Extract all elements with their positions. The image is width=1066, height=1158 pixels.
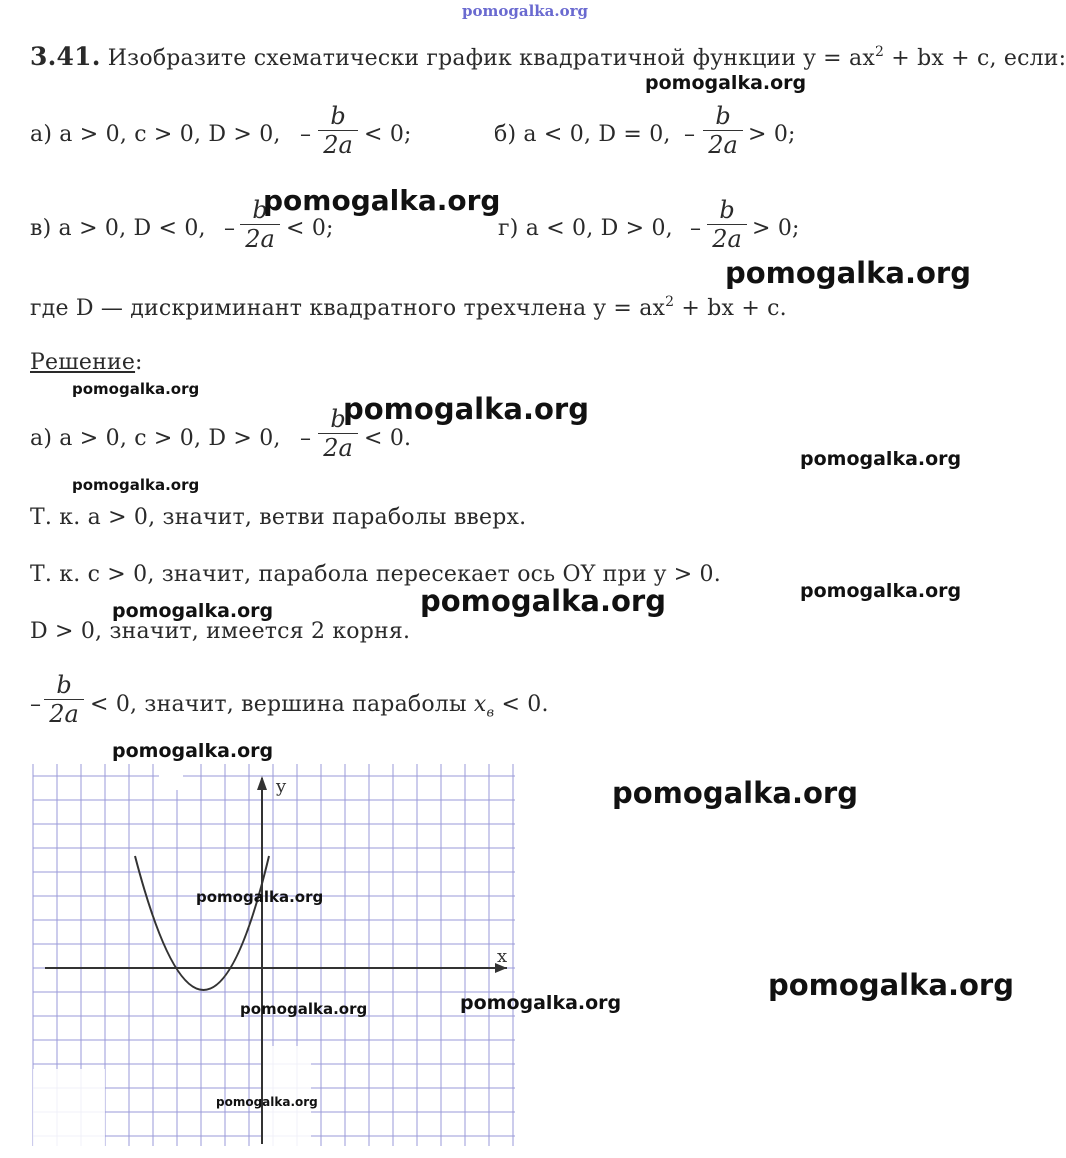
watermark: pomogalka.org (768, 968, 1014, 1002)
line4-var: x (473, 692, 487, 717)
watermark: pomogalka.org (112, 600, 274, 622)
case-v-tail: < 0; (286, 216, 334, 241)
case-a-minus: – (300, 122, 312, 147)
parabola-graph (33, 764, 515, 1146)
solution-case-a-label: а) a > 0, c > 0, D > 0, (30, 426, 281, 451)
watermark-top: pomogalka.org (462, 2, 589, 20)
fraction-numerator: b (715, 102, 731, 130)
watermark: pomogalka.org (263, 184, 501, 217)
statement-post: + bx + c, если: (884, 46, 1066, 71)
case-b-minus: – (684, 122, 696, 147)
solution-line-4-minus: – (30, 692, 42, 717)
fraction-numerator: b (719, 196, 735, 224)
watermark: pomogalka.org (420, 584, 666, 618)
solution-heading-text: Решение (30, 350, 136, 375)
discriminant-sup: 2 (665, 294, 675, 310)
case-b-label: б) a < 0, D = 0, (494, 122, 671, 147)
case-b-fraction (703, 103, 743, 158)
watermark: pomogalka.org (800, 580, 962, 602)
watermark: pomogalka.org (460, 992, 622, 1014)
problem-statement (30, 42, 1066, 71)
fraction-denominator: 2a (49, 700, 79, 728)
line4-post: < 0. (494, 692, 549, 717)
statement-sup: 2 (874, 44, 885, 60)
solution-line-1: Т. к. a > 0, значит, ветви параболы вверх. (30, 505, 527, 530)
statement-pre: Изобразите схематически график квадратичной функции y = ax (107, 46, 875, 71)
fraction-numerator: b (56, 671, 72, 699)
discriminant-pre: где D — дискриминант квадратного трехчлена y = ax (30, 296, 666, 321)
case-v-minus: – (224, 216, 236, 241)
watermark: pomogalka.org (72, 380, 200, 398)
fraction-denominator: 2a (323, 131, 353, 159)
watermark: pomogalka.org (612, 776, 858, 810)
solution-heading (30, 350, 143, 375)
fraction-denominator: 2a (245, 225, 275, 253)
scan-patch (159, 764, 183, 790)
watermark: pomogalka.org (196, 888, 324, 906)
solution-line-2: Т. к. c > 0, значит, парабола пересекает ось OY при y > 0. (30, 562, 721, 587)
case-v-label: в) a > 0, D < 0, (30, 216, 206, 241)
discriminant-note (30, 294, 787, 321)
watermark: pomogalka.org (216, 1095, 318, 1109)
fraction-numerator: b (330, 102, 346, 130)
discriminant-post: + bx + c. (674, 296, 787, 321)
line4-pre: < 0, значит, вершина параболы (90, 692, 474, 717)
case-a-label: а) a > 0, c > 0, D > 0, (30, 122, 281, 147)
line4-sub: в (486, 705, 495, 721)
problem-number: 3.41. (30, 42, 101, 71)
case-g-fraction (707, 197, 747, 252)
fraction-denominator: 2a (712, 225, 742, 253)
case-a-tail: < 0; (364, 122, 412, 147)
fraction-numerator: b (252, 196, 268, 224)
watermark: pomogalka.org (72, 476, 200, 494)
watermark: pomogalka.org (725, 256, 971, 290)
case-a-fraction (318, 103, 358, 158)
watermark: pomogalka.org (343, 392, 589, 426)
case-g-minus: – (690, 216, 702, 241)
watermark: pomogalka.org (645, 72, 807, 94)
watermark: pomogalka.org (240, 1000, 368, 1018)
solution-case-a-tail: < 0. (364, 426, 412, 451)
watermark: pomogalka.org (800, 448, 962, 470)
case-b-tail: > 0; (748, 122, 796, 147)
scan-patch (33, 1069, 105, 1146)
solution-heading-colon: : (135, 350, 143, 375)
y-axis-label: y (276, 776, 287, 797)
solution-line-4-fraction (44, 672, 84, 727)
solution-case-a-minus: – (300, 426, 312, 451)
fraction-denominator: 2a (323, 434, 353, 462)
solution-line-3: D > 0, значит, имеется 2 корня. (30, 619, 411, 644)
case-g-label: г) a < 0, D > 0, (498, 216, 673, 241)
solution-line-4 (90, 692, 549, 720)
case-g-tail: > 0; (752, 216, 800, 241)
watermark: pomogalka.org (112, 740, 274, 762)
x-axis-label: x (497, 946, 508, 967)
fraction-denominator: 2a (708, 131, 738, 159)
fraction-numerator: b (330, 405, 346, 433)
